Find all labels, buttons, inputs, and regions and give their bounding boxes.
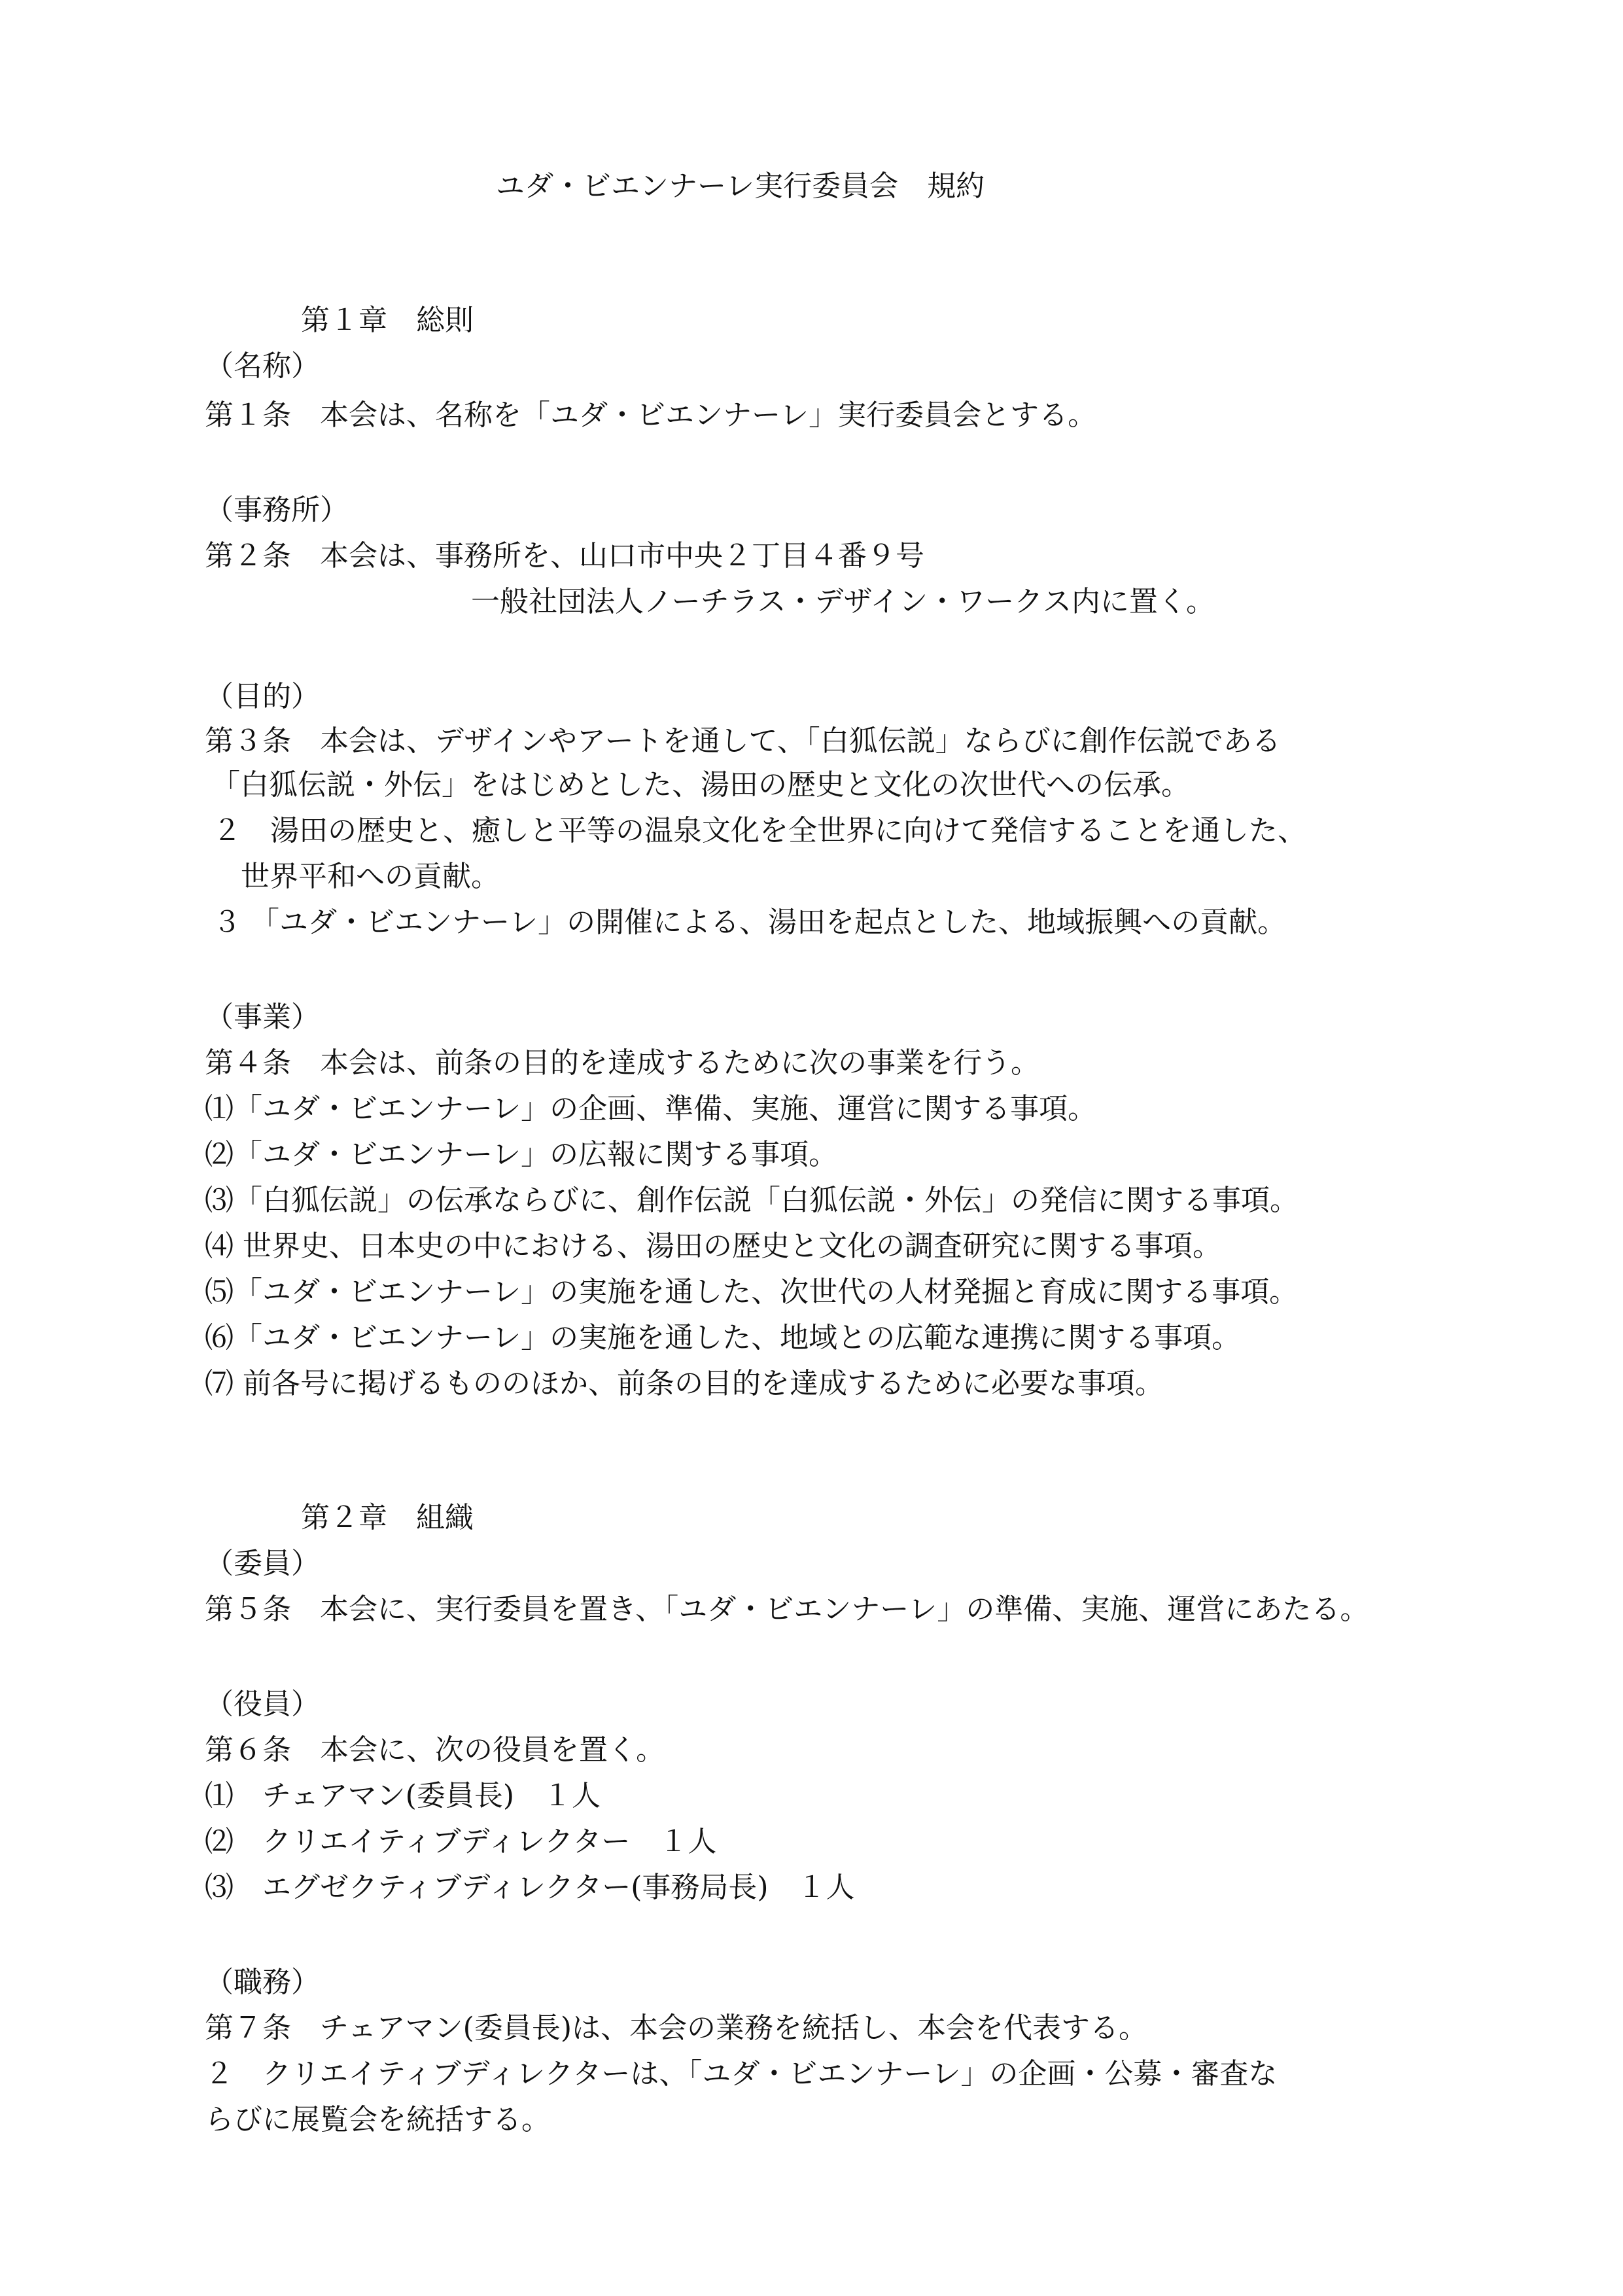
article-7-label: （職務） — [205, 1966, 320, 1999]
article-3-line-2: 「白狐伝説・外伝」をはじめとした、湯田の歴史と文化の次世代への伝承。 — [211, 768, 1190, 802]
article-2-line-1: 第２条 本会は、事務所を、山口市中央２丁目４番９号 — [205, 539, 924, 573]
article-7-line-1: 第７条 チェアマン(委員長)は、本会の業務を統括し、本会を代表する。 — [205, 2011, 1148, 2045]
article-1-label: （名称） — [205, 349, 320, 383]
article-3-label: （目的） — [205, 680, 320, 713]
article-4-item: ⑸「ユダ・ビエンナーレ」の実施を通した、次世代の人材発掘と育成に関する事項。 — [205, 1275, 1299, 1309]
article-3-line-4: 世界平和への貢献。 — [241, 860, 500, 893]
article-4-item: ⑵「ユダ・ビエンナーレ」の広報に関する事項。 — [205, 1138, 838, 1171]
chapter-1-heading: 第１章 総則 — [301, 304, 474, 337]
article-5-label: （委員） — [205, 1547, 320, 1580]
article-1-text: 第１条 本会は、名称を「ユダ・ビエンナーレ」実行委員会とする。 — [205, 398, 1097, 432]
article-6-intro: 第６条 本会に、次の役員を置く。 — [205, 1733, 665, 1767]
article-7-line-2: ２ クリエイティブディレクターは、「ユダ・ビエンナーレ」の企画・公募・審査な — [205, 2057, 1278, 2091]
article-4-item: ⑶「白狐伝説」の伝承ならびに、創作伝説「白狐伝説・外伝」の発信に関する事項。 — [205, 1184, 1299, 1217]
article-4-item: ⑴「ユダ・ビエンナーレ」の企画、準備、実施、運営に関する事項。 — [205, 1092, 1097, 1125]
article-2-label: （事務所） — [205, 493, 349, 527]
article-7-line-3: らびに展覧会を統括する。 — [205, 2103, 550, 2136]
article-6-label: （役員） — [205, 1687, 320, 1721]
article-6-item: ⑴ チェアマン(委員長) １人 — [205, 1779, 601, 1812]
article-6-item: ⑵ クリエイティブディレクター １人 — [205, 1825, 717, 1858]
article-4-label: （事業） — [205, 1000, 320, 1034]
article-4-item: ⑺ 前各号に掲げるもののほか、前条の目的を達成するために必要な事項。 — [205, 1367, 1164, 1400]
article-3-line-5: ３ 「ユダ・ビエンナーレ」の開催による、湯田を起点とした、地域振興への貢献。 — [213, 906, 1287, 939]
article-3-line-1: 第３条 本会は、デザインやアートを通して、「白狐伝説」ならびに創作伝説である — [205, 724, 1281, 758]
article-4-item: ⑷ 世界史、日本史の中における、湯田の歴史と文化の調査研究に関する事項。 — [205, 1229, 1221, 1263]
article-2-line-2: 一般社団法人ノーチラス・デザイン・ワークス内に置く。 — [471, 585, 1215, 618]
article-3-line-3: ２ 湯田の歴史と、癒しと平等の温泉文化を全世界に向けて発信することを通した、 — [213, 814, 1306, 847]
article-4-intro: 第４条 本会は、前条の目的を達成するために次の事業を行う。 — [205, 1046, 1039, 1080]
article-5-text: 第５条 本会に、実行委員を置き、「ユダ・ビエンナーレ」の準備、実施、運営にあたる。 — [205, 1593, 1369, 1626]
chapter-2-heading: 第２章 組織 — [301, 1501, 474, 1534]
article-6-item: ⑶ エグゼクティブディレクター(事務局長) １人 — [205, 1871, 855, 1904]
article-4-item: ⑹「ユダ・ビエンナーレ」の実施を通した、地域との広範な連携に関する事項。 — [205, 1321, 1241, 1354]
document-title: ユダ・ビエンナーレ実行委員会 規約 — [496, 169, 985, 203]
